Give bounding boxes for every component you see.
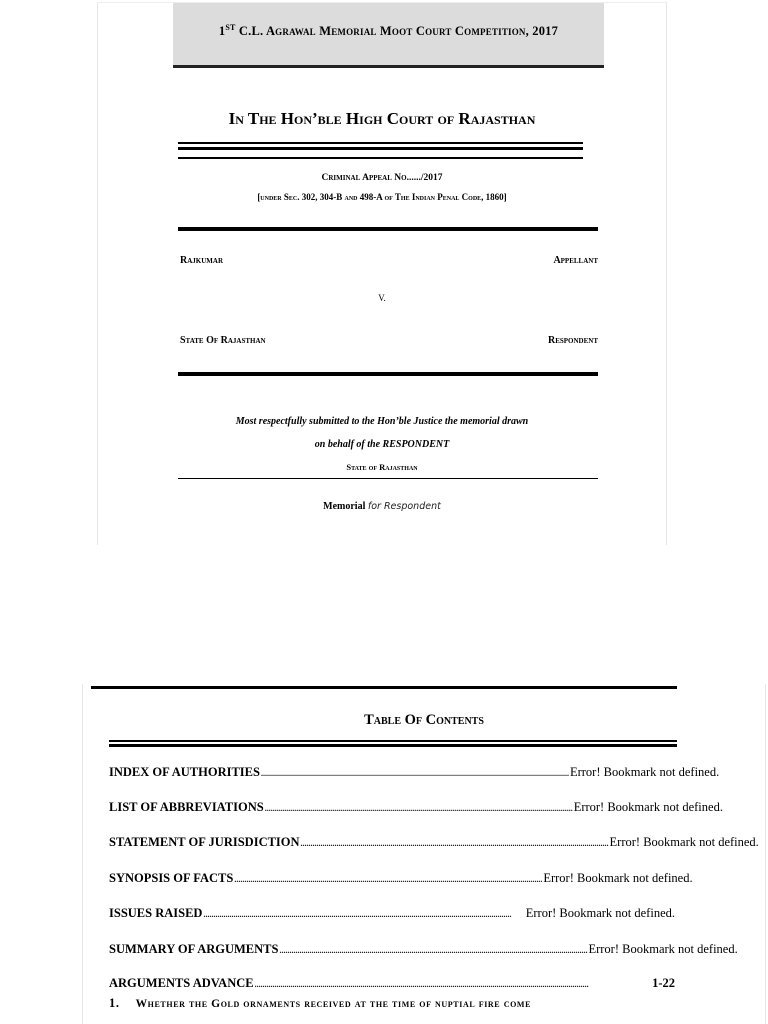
divider — [178, 142, 583, 144]
toc-entry[interactable]: SYNOPSIS OF FACTS .......................................................................................................................................................... Error! Bookmark not defined. — [109, 871, 693, 885]
appeal-sections: [under Sec. 302, 304-B and 498-A of The Indian Penal Code, 1860] — [257, 192, 507, 202]
divider — [178, 478, 598, 479]
toc-entry[interactable]: SUMMARY OF ARGUMENTS .......................................................................................................................................................... Error! Bookmark not defined. — [109, 942, 738, 956]
appellant-role: Appellant — [553, 255, 598, 266]
issue-heading: 1. Whether the Gold ornaments received at the time of nuptial fire come — [109, 996, 532, 1010]
toc-entry[interactable]: LIST OF ABBREVIATIONS .......................................................................................................................................................... Error! Bookmark not defined. — [109, 800, 723, 814]
divider — [178, 372, 598, 376]
toc-page — [82, 684, 766, 1024]
appellant-name: Rajkumar — [180, 255, 223, 266]
versus: V. — [378, 293, 386, 303]
divider — [91, 686, 677, 689]
submission-state: State of Rajasthan — [346, 462, 418, 472]
toc-entry[interactable]: STATEMENT OF JURISDICTION .......................................................................................................................................................... Error! Bookmark not defined. — [109, 835, 759, 849]
competition-header — [173, 3, 604, 68]
toc-entry[interactable]: ISSUES RAISED .......................................................................................................................................................... Error! Bookmark not defined. — [109, 906, 675, 920]
divider — [109, 744, 677, 747]
appeal-number: Criminal Appeal No....../2017 — [321, 173, 443, 183]
divider — [109, 740, 677, 742]
toc-entry[interactable]: INDEX OF AUTHORITIES .......................................................................................................................................................... Error! Bookmark not defined. — [109, 765, 720, 779]
respondent-name: State Of Rajasthan — [180, 335, 266, 346]
court-title: In The Hon’ble High Court of Rajasthan — [228, 109, 536, 128]
submission-line-1: Most respectfully submitted to the Hon’ble Justice the memorial drawn — [235, 416, 529, 427]
divider — [178, 157, 583, 159]
toc-title: Table Of Contents — [364, 712, 484, 728]
toc-entry[interactable]: ARGUMENTS ADVANCE ....................................................................................................................................................................... 1-22 — [109, 976, 675, 990]
memorial-footer: Memorial for Respondent — [323, 501, 441, 512]
divider — [178, 147, 583, 150]
cover-page — [97, 2, 667, 545]
respondent-role: Respondent — [547, 335, 598, 346]
divider — [178, 227, 598, 231]
competition-title: 1ST C.L. Agrawal Memorial Moot Court Competition, 2017 — [218, 23, 559, 39]
submission-line-2: on behalf of the RESPONDENT — [314, 439, 450, 450]
